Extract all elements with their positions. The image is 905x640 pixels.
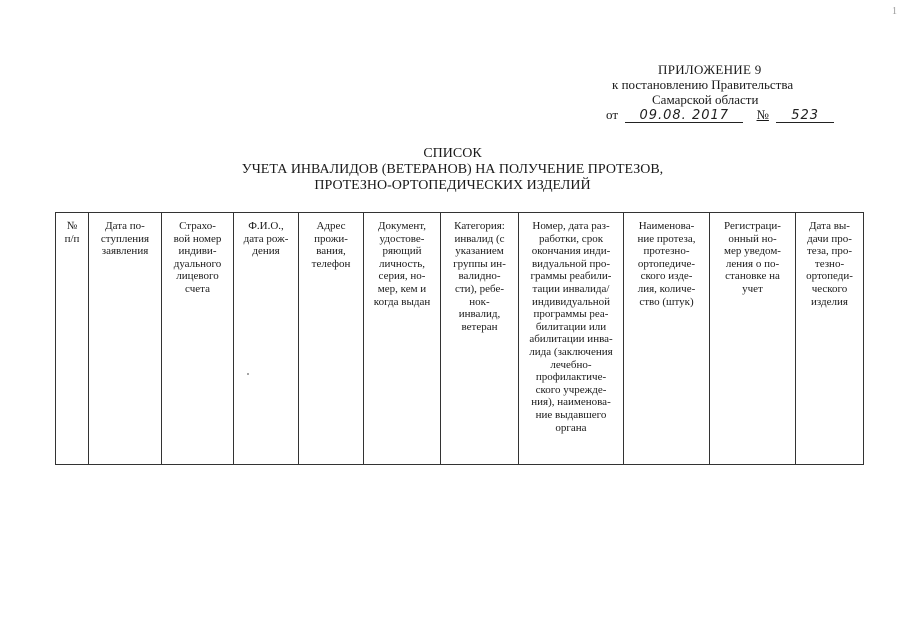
title-line-1: СПИСОК [423,146,482,161]
date-value: 09.08. 2017 [625,109,743,123]
number-value: 523 [776,109,834,123]
col-rehab-program: Номер, дата раз- работки, срок окончания инди- видуальной про- граммы реабили- тации инвалида/ индивидуальной программы реа- билитации или абилитации инва- лида (заключения лечебно- профилактиче- ского учрежде- ния), наименова- ние выдавшего органа [519,213,624,465]
corner-mark: 1 [892,6,897,17]
annex-title: ПРИЛОЖЕНИЕ 9 [658,62,762,77]
col-number: № п/п [56,213,89,465]
table-header-row [56,213,864,465]
number-sign: № [756,107,769,122]
annex-block [586,62,846,123]
col-insurance-number: Страхо- вой номер индиви- дуального лицевого счета [162,213,234,465]
annex-date-line [586,107,846,123]
title-line-3: ПРОТЕЗНО-ОРТОПЕДИЧЕСКИХ ИЗДЕЛИЙ [314,178,591,193]
col-full-name: Ф.И.О., дата рож- дения [234,213,299,465]
col-application-date: Дата по- ступления заявления [89,213,162,465]
annex-resolution: к постановлению Правительства [612,77,794,92]
col-prosthesis-name: Наименова- ние протеза, протезно- ортопедиче- ского изде- лия, количе- ство (штук) [624,213,710,465]
registry-table [55,212,864,465]
col-issue-date: Дата вы- дачи про- теза, про- тезно- ортопеди- ческого изделия [796,213,864,465]
col-category: Категория: инвалид (с указанием группы ин- валидно- сти), ребе- нок- инвалид, ветеран [441,213,519,465]
document-title [160,146,745,194]
col-registration-number: Регистраци- онный но- мер уведом- ления о по- становке на учет [710,213,796,465]
col-identity-document: Документ, удостове- ряющий личность, серия, но- мер, кем и когда выдан [364,213,441,465]
date-prefix: от [606,107,619,122]
col-address: Адрес прожи- вания, телефон [299,213,364,465]
scan-speck [247,373,249,375]
annex-region: Самарской области [652,92,759,107]
title-line-2: УЧЕТА ИНВАЛИДОВ (ВЕТЕРАНОВ) НА ПОЛУЧЕНИЕ ПРОТЕЗОВ, [241,162,664,177]
